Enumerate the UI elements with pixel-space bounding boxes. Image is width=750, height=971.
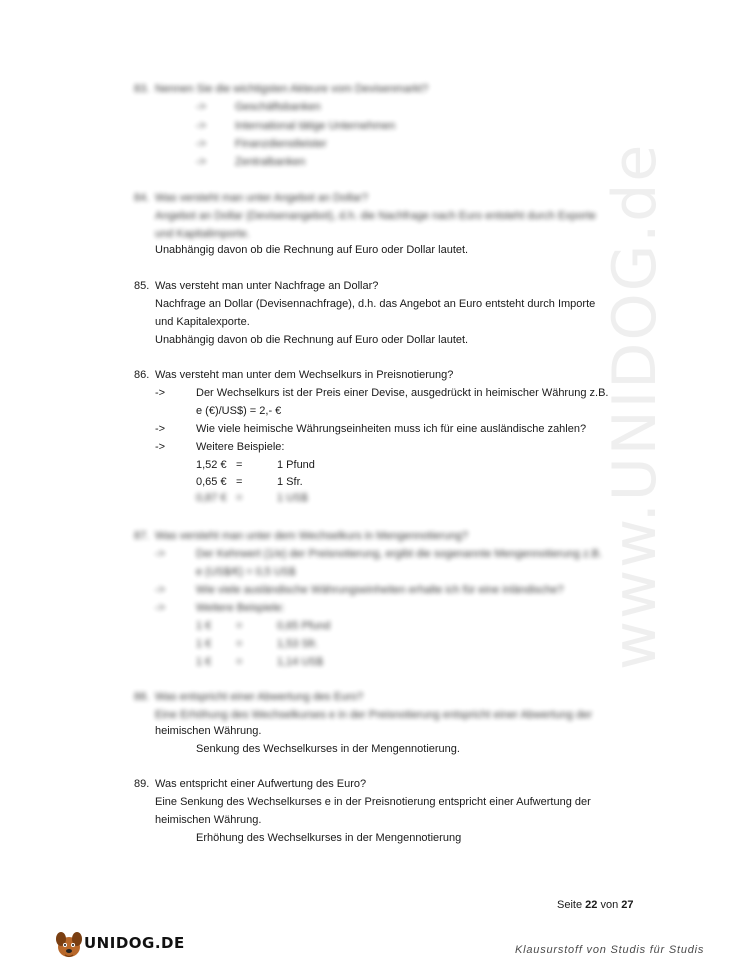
example-eq: = — [236, 638, 243, 650]
answer-text: Wie viele heimische Währungseinheiten muss ich für eine ausländische zahlen? — [196, 423, 587, 435]
list-item: Finanzdienstleister — [235, 138, 327, 150]
list-item: Zentralbanken — [235, 156, 306, 168]
arrow: -> — [196, 101, 207, 113]
arrow: -> — [196, 120, 207, 132]
arrow: -> — [155, 423, 166, 435]
answer-text: Der Kehrwert (1/e) der Preisnotierung, ergibt die sogenannte Mengennotierung z.B. — [196, 548, 603, 560]
answer-text: Weitere Beispiele: — [196, 441, 285, 453]
example-right: 0,65 Pfund — [277, 620, 331, 632]
question-number: 83. — [134, 83, 150, 95]
logo-text: UNIDOG.DE — [84, 934, 185, 952]
question-text: Was versteht man unter dem Wechselkurs in Preisnotierung? — [155, 369, 454, 381]
answer-text: heimischen Währung. — [155, 814, 262, 826]
watermark-text: www.UNIDOG.de — [600, 142, 670, 670]
arrow: -> — [196, 138, 207, 150]
answer-text: Erhöhung des Wechselkurses in der Mengennotierung — [196, 832, 462, 844]
question-text: Was versteht man unter dem Wechselkurs in Mengennotierung? — [155, 530, 469, 542]
answer-text: Angebot an Dollar (Devisenangebot), d.h. die Nachfrage nach Euro entsteht durch Exporte — [155, 210, 596, 222]
answer-text: Der Wechselkurs ist der Preis einer Devise, ausgedrückt in heimischer Währung z.B. — [196, 387, 609, 399]
question-number: 88. — [134, 691, 150, 703]
example-left: 1 € — [196, 656, 212, 668]
question-text: Was versteht man unter Nachfrage an Dollar? — [155, 280, 379, 292]
arrow: -> — [155, 548, 166, 560]
question-text: Nennen Sie die wichtigsten Akteure vom Devisenmarkt? — [155, 83, 429, 95]
arrow: -> — [155, 387, 166, 399]
page-current: 22 — [585, 899, 598, 911]
answer-text: und Kapitalimporte. — [155, 228, 250, 240]
question-number: 89. — [134, 778, 150, 790]
question-number: 85. — [134, 280, 150, 292]
example-eq: = — [236, 459, 243, 471]
question-number: 86. — [134, 369, 150, 381]
example-left: 1,52 € — [196, 459, 227, 471]
answer-text: Eine Senkung des Wechselkurses e in der Preisnotierung entspricht einer Aufwertung der — [155, 796, 591, 808]
answer-text: e (US$/€) = 0,5 US$ — [196, 566, 296, 578]
example-right: 1 Sfr. — [277, 476, 303, 488]
list-item: Geschäftsbanken — [235, 101, 321, 113]
example-eq: = — [236, 476, 243, 488]
question-text: Was versteht man unter Angebot an Dollar? — [155, 192, 368, 204]
dog-icon — [52, 927, 86, 961]
page-total: 27 — [621, 899, 634, 911]
question-text: Was entspricht einer Aufwertung des Euro? — [155, 778, 367, 790]
answer-text: Wie viele ausländische Währungseinheiten erhalte ich für eine inländische? — [196, 584, 564, 596]
answer-text: Unabhängig davon ob die Rechnung auf Euro oder Dollar lautet. — [155, 334, 469, 346]
list-item: International tätige Unternehmen — [235, 120, 396, 132]
arrow: -> — [155, 584, 166, 596]
question-text: Was entspricht einer Abwertung des Euro? — [155, 691, 364, 703]
answer-text: Weitere Beispiele: — [196, 602, 285, 614]
example-right: 1 Pfund — [277, 459, 315, 471]
arrow: -> — [155, 441, 166, 453]
question-number: 87. — [134, 530, 150, 542]
example-left: 0,65 € — [196, 476, 227, 488]
example-eq: = — [236, 656, 243, 668]
answer-text: e (€)/US$) = 2,- € — [196, 405, 282, 417]
example-eq: = — [236, 620, 243, 632]
example-right: 1,14 US$ — [277, 656, 323, 668]
page-number — [557, 899, 634, 911]
example-right: 1,53 Sfr. — [277, 638, 318, 650]
arrow: -> — [155, 602, 166, 614]
example-eq: = — [236, 492, 243, 504]
arrow: -> — [196, 156, 207, 168]
answer-text: Unabhängig davon ob die Rechnung auf Euro oder Dollar lautet. — [155, 244, 469, 256]
page-prefix: Seite — [557, 899, 583, 911]
answer-text: Nachfrage an Dollar (Devisennachfrage), d.h. das Angebot an Euro entsteht durch Importe — [155, 298, 596, 310]
example-left: 0,87 € — [196, 492, 227, 504]
watermark — [600, 142, 750, 675]
page-mid: von — [600, 899, 619, 911]
question-number: 84. — [134, 192, 150, 204]
example-right: 1 US$ — [277, 492, 308, 504]
answer-text: Eine Erhöhung des Wechselkurses e in der Preisnotierung entspricht einer Abwertung der — [155, 709, 592, 721]
example-left: 1 € — [196, 620, 212, 632]
answer-text: und Kapitalexporte. — [155, 316, 250, 328]
footer-tagline: Klausurstoff von Studis für Studis — [515, 944, 705, 956]
example-left: 1 € — [196, 638, 212, 650]
unidog-logo — [52, 925, 185, 961]
answer-text: heimischen Währung. — [155, 725, 262, 737]
answer-text: Senkung des Wechselkurses in der Mengennotierung. — [196, 743, 460, 755]
